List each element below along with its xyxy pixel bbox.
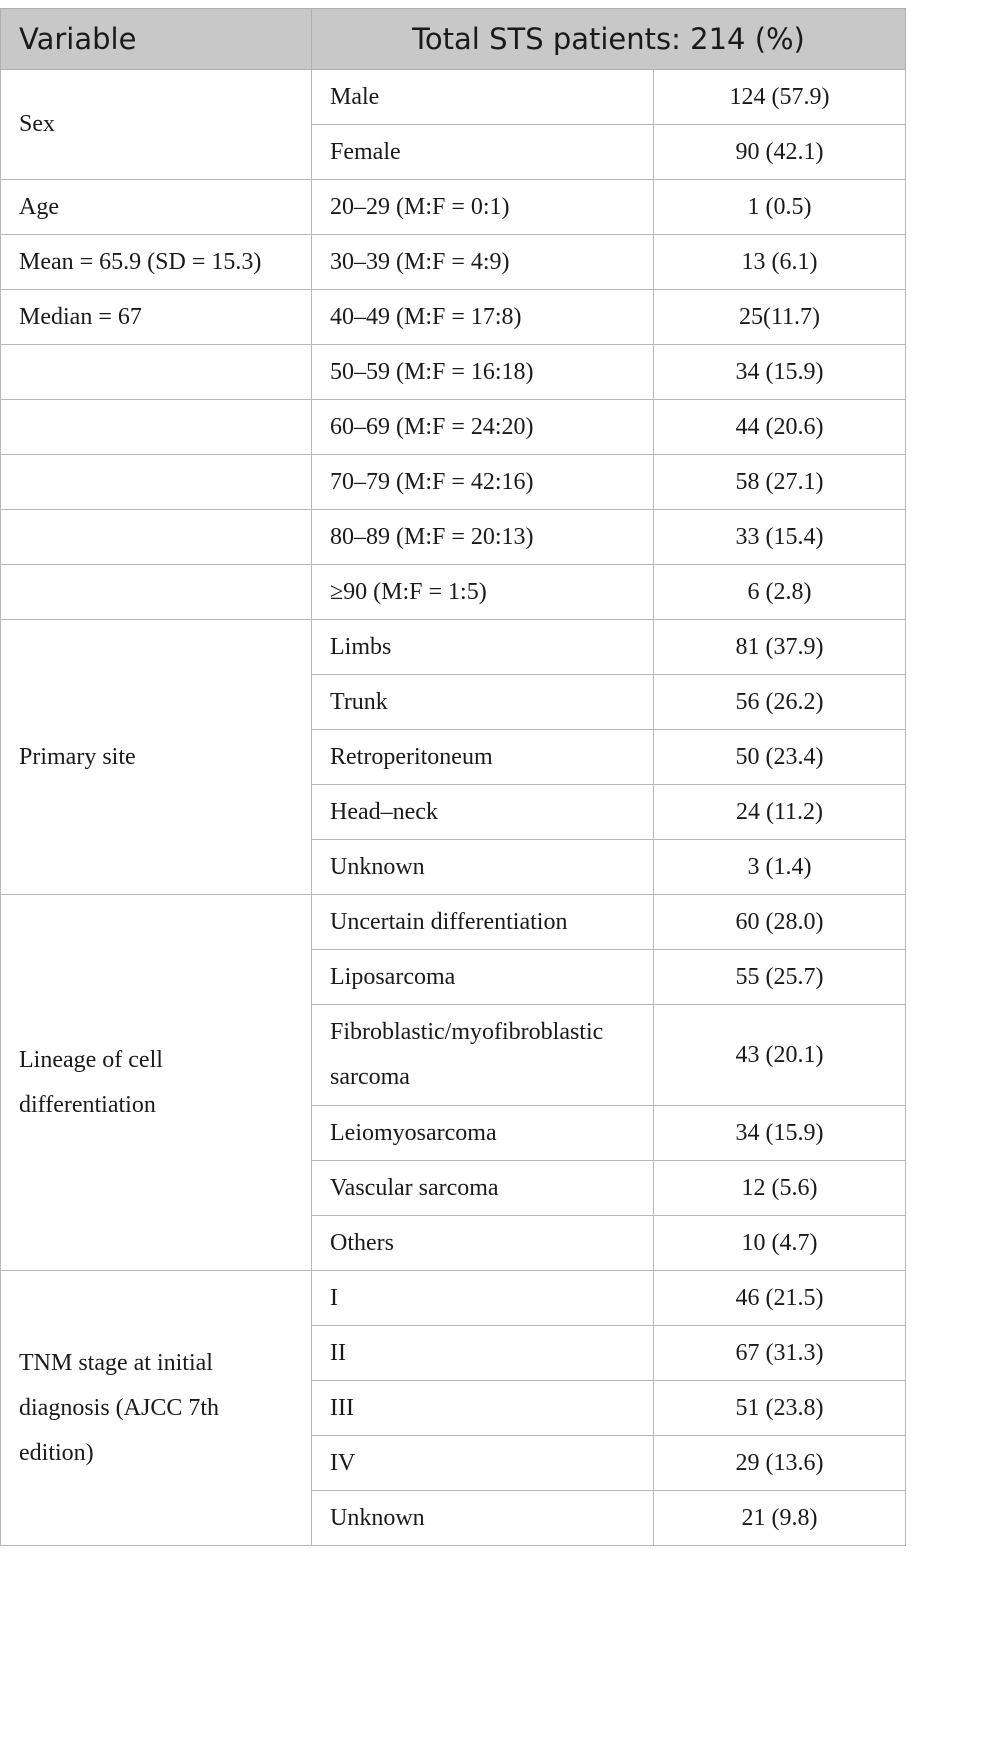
table-row bbox=[1, 180, 906, 235]
category-cell: IV bbox=[312, 1436, 654, 1491]
table-row bbox=[1, 70, 906, 125]
age-mean: Mean = 65.9 (SD = 15.3) bbox=[1, 235, 312, 290]
value-cell: 50 (23.4) bbox=[654, 730, 906, 785]
table-row bbox=[1, 620, 906, 675]
category-cell: Vascular sarcoma bbox=[312, 1161, 654, 1216]
value-cell: 6 (2.8) bbox=[654, 565, 906, 620]
value-cell: 33 (15.4) bbox=[654, 510, 906, 565]
category-cell: I bbox=[312, 1271, 654, 1326]
category-cell: II bbox=[312, 1326, 654, 1381]
table-row bbox=[1, 455, 906, 510]
value-cell: 13 (6.1) bbox=[654, 235, 906, 290]
variable-tnm-stage: TNM stage at initial diagnosis (AJCC 7th edition) bbox=[1, 1271, 312, 1546]
variable-sex: Sex bbox=[1, 70, 312, 180]
category-cell: Unknown bbox=[312, 1491, 654, 1546]
value-cell: 60 (28.0) bbox=[654, 895, 906, 950]
variable-lineage: Lineage of cell differentiation bbox=[1, 895, 312, 1271]
table-row bbox=[1, 400, 906, 455]
category-cell: Others bbox=[312, 1216, 654, 1271]
empty-cell bbox=[1, 565, 312, 620]
category-cell: 70–79 (M:F = 42:16) bbox=[312, 455, 654, 510]
category-cell: 30–39 (M:F = 4:9) bbox=[312, 235, 654, 290]
category-cell: Unknown bbox=[312, 840, 654, 895]
header-total: Total STS patients: 214 (%) bbox=[312, 9, 906, 70]
category-cell: Female bbox=[312, 125, 654, 180]
value-cell: 44 (20.6) bbox=[654, 400, 906, 455]
category-cell: Limbs bbox=[312, 620, 654, 675]
category-cell: Fibroblastic/myofibroblastic sarcoma bbox=[312, 1005, 654, 1106]
empty-cell bbox=[1, 510, 312, 565]
empty-cell bbox=[1, 345, 312, 400]
value-cell: 43 (20.1) bbox=[654, 1005, 906, 1106]
value-cell: 58 (27.1) bbox=[654, 455, 906, 510]
table-row bbox=[1, 565, 906, 620]
category-cell: Male bbox=[312, 70, 654, 125]
value-cell: 67 (31.3) bbox=[654, 1326, 906, 1381]
value-cell: 12 (5.6) bbox=[654, 1161, 906, 1216]
empty-cell bbox=[1, 400, 312, 455]
table-row bbox=[1, 1271, 906, 1326]
table-row bbox=[1, 235, 906, 290]
empty-cell bbox=[1, 455, 312, 510]
patient-characteristics-table bbox=[0, 8, 906, 1546]
value-cell: 34 (15.9) bbox=[654, 345, 906, 400]
value-cell: 10 (4.7) bbox=[654, 1216, 906, 1271]
category-cell: Retroperitoneum bbox=[312, 730, 654, 785]
category-cell: Liposarcoma bbox=[312, 950, 654, 1005]
value-cell: 56 (26.2) bbox=[654, 675, 906, 730]
header-row bbox=[1, 9, 906, 70]
value-cell: 51 (23.8) bbox=[654, 1381, 906, 1436]
value-cell: 34 (15.9) bbox=[654, 1106, 906, 1161]
table-row bbox=[1, 345, 906, 400]
category-cell: 80–89 (M:F = 20:13) bbox=[312, 510, 654, 565]
value-cell: 55 (25.7) bbox=[654, 950, 906, 1005]
table-row bbox=[1, 895, 906, 950]
value-cell: 21 (9.8) bbox=[654, 1491, 906, 1546]
category-cell: 60–69 (M:F = 24:20) bbox=[312, 400, 654, 455]
value-cell: 81 (37.9) bbox=[654, 620, 906, 675]
value-cell: 29 (13.6) bbox=[654, 1436, 906, 1491]
category-cell: Leiomyosarcoma bbox=[312, 1106, 654, 1161]
category-cell: ≥90 (M:F = 1:5) bbox=[312, 565, 654, 620]
value-cell: 90 (42.1) bbox=[654, 125, 906, 180]
category-cell: 40–49 (M:F = 17:8) bbox=[312, 290, 654, 345]
header-variable: Variable bbox=[1, 9, 312, 70]
category-cell: 20–29 (M:F = 0:1) bbox=[312, 180, 654, 235]
table-row bbox=[1, 510, 906, 565]
category-cell: Trunk bbox=[312, 675, 654, 730]
value-cell: 46 (21.5) bbox=[654, 1271, 906, 1326]
variable-primary-site: Primary site bbox=[1, 620, 312, 895]
value-cell: 1 (0.5) bbox=[654, 180, 906, 235]
category-cell: 50–59 (M:F = 16:18) bbox=[312, 345, 654, 400]
value-cell: 25(11.7) bbox=[654, 290, 906, 345]
value-cell: 3 (1.4) bbox=[654, 840, 906, 895]
category-cell: Uncertain differentiation bbox=[312, 895, 654, 950]
value-cell: 24 (11.2) bbox=[654, 785, 906, 840]
value-cell: 124 (57.9) bbox=[654, 70, 906, 125]
category-cell: III bbox=[312, 1381, 654, 1436]
category-cell: Head–neck bbox=[312, 785, 654, 840]
variable-age: Age bbox=[1, 180, 312, 235]
table-row bbox=[1, 290, 906, 345]
age-median: Median = 67 bbox=[1, 290, 312, 345]
